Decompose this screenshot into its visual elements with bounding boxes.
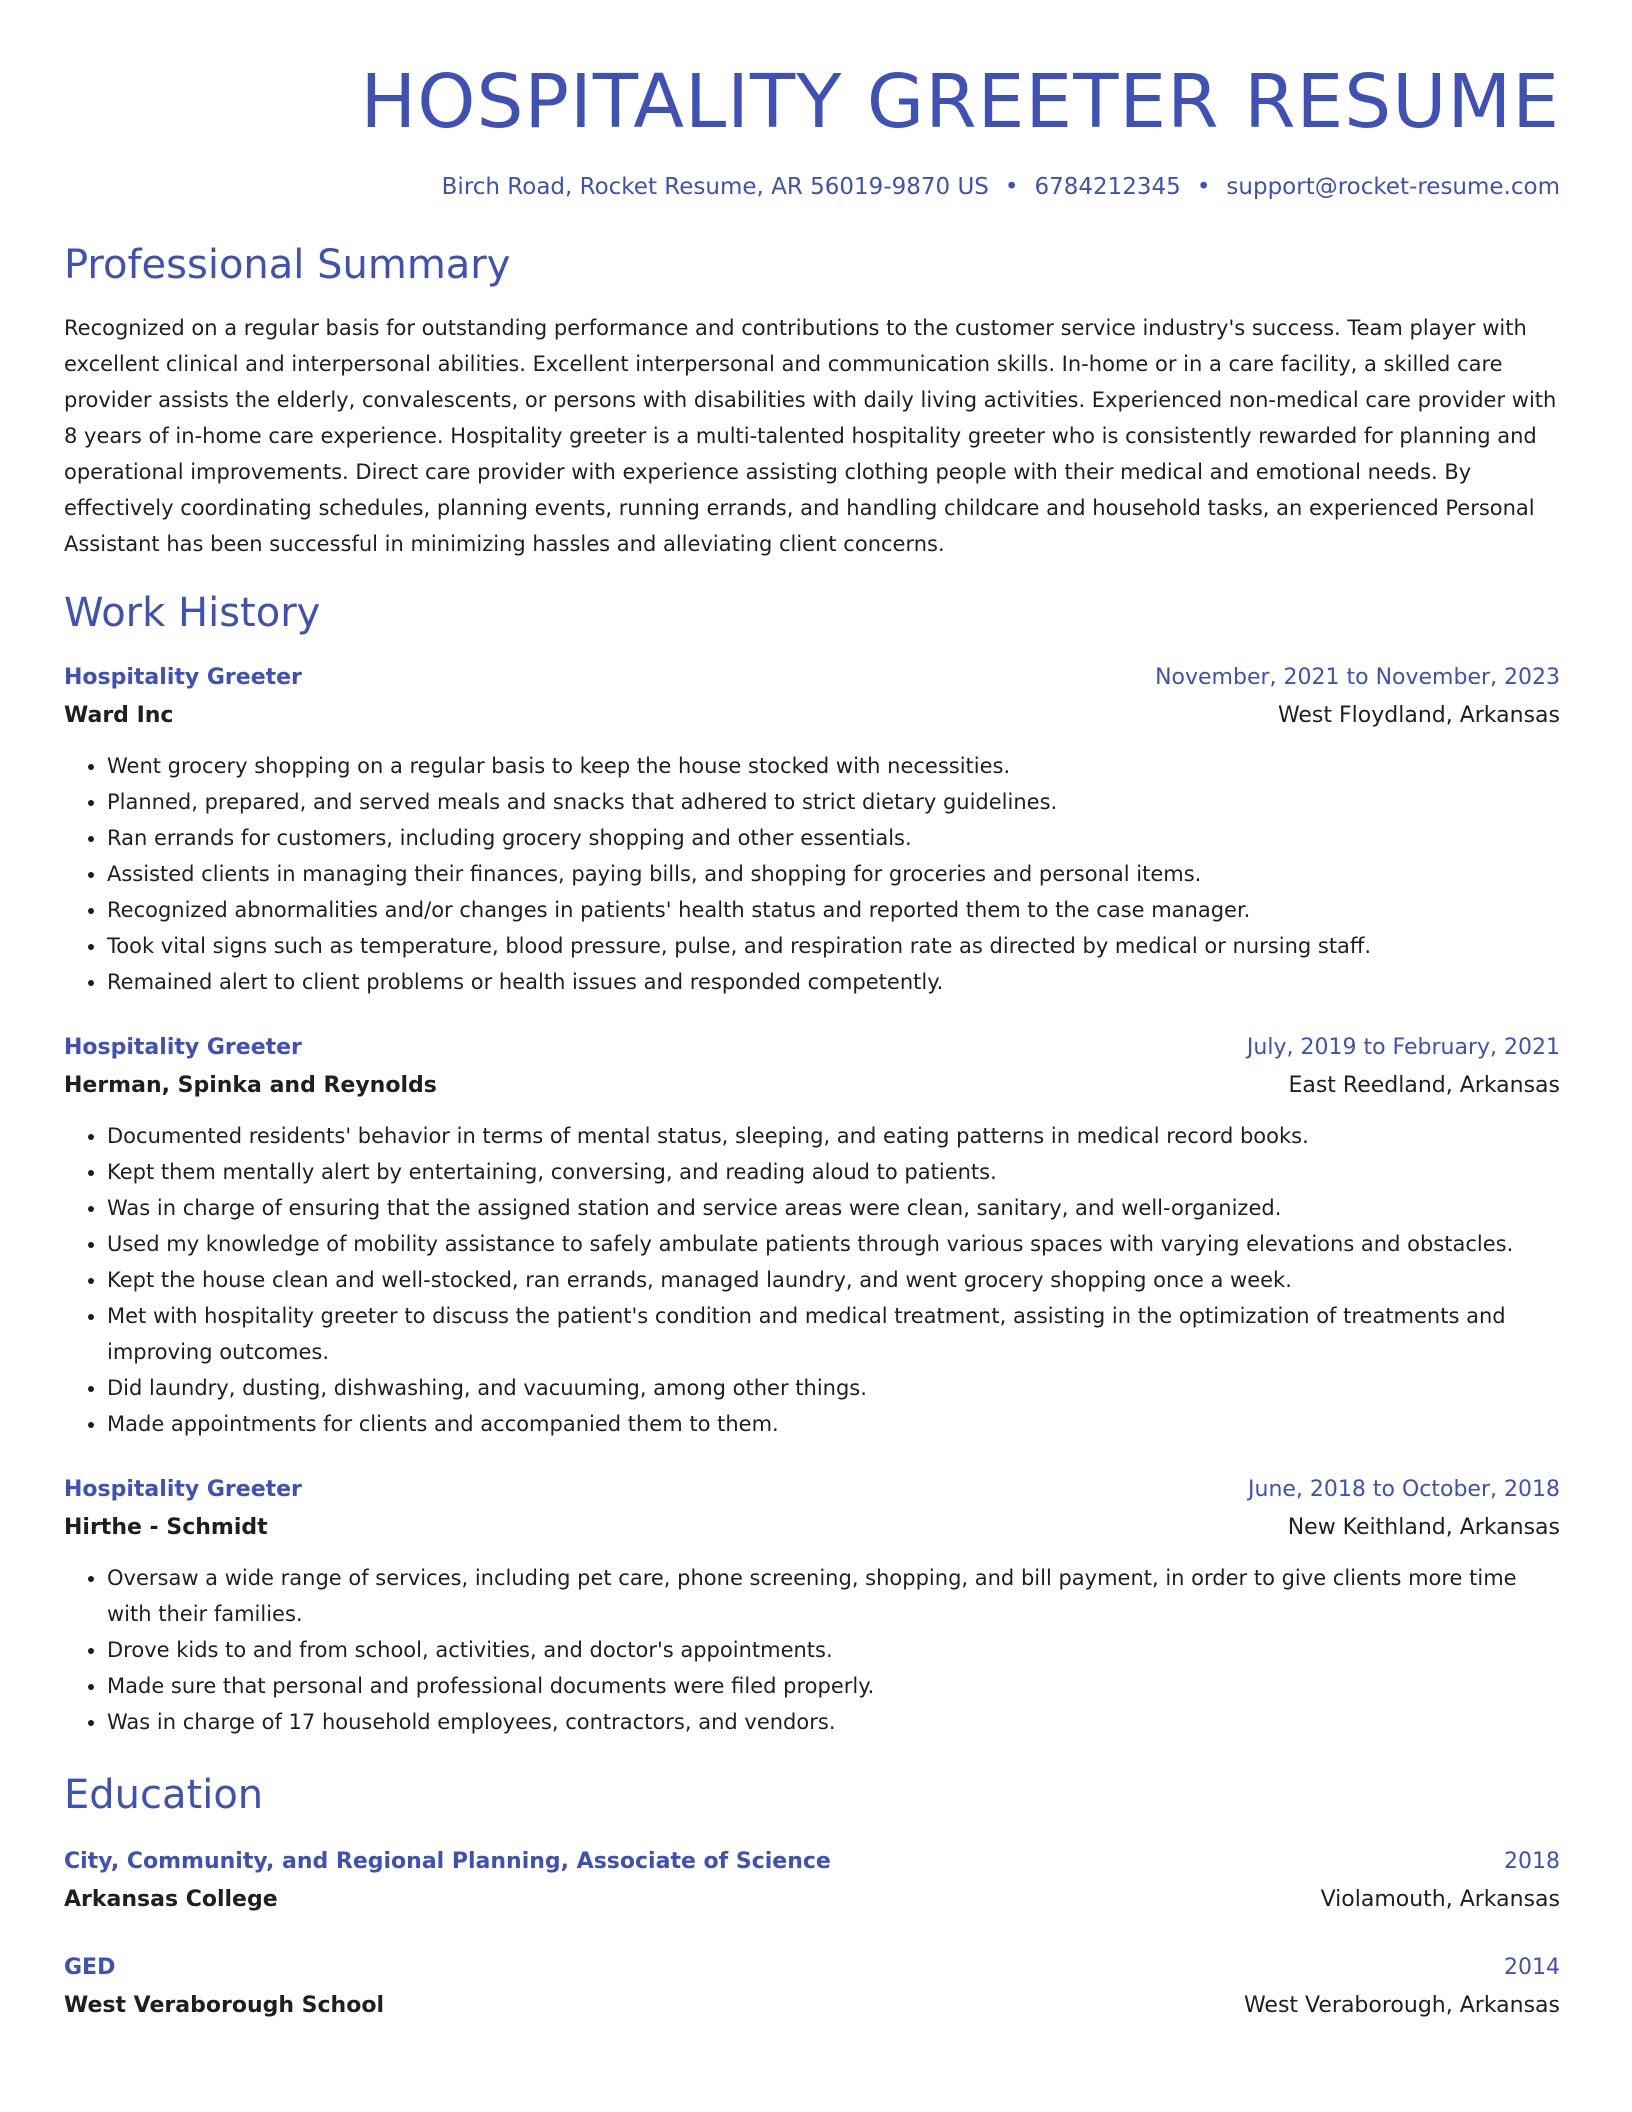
job-bullet: • Met with hospitality greeter to discuss the patient's condition and medical treatment, assisting in the optimization of treatments and improving outcomes. [107,1298,1560,1370]
work-history-section [64,588,1560,1740]
education-entry [64,1844,1560,1920]
contact-line [64,172,1560,202]
job-entry [64,1030,1560,1442]
education-location: Violamouth, Arkansas [1320,1887,1560,1912]
job-bullets [64,748,1560,1000]
job-bullet: • Kept them mentally alert by entertaining, conversing, and reading aloud to patients. [107,1154,1560,1190]
job-company: Ward Inc [64,703,174,728]
job-title-row [64,1472,1560,1508]
job-bullet: • Ran errands for customers, including grocery shopping and other essentials. [107,820,1560,856]
job-bullet: • Kept the house clean and well-stocked, ran errands, managed laundry, and went grocery shopping once a week. [107,1262,1560,1298]
job-bullets [64,1118,1560,1442]
section-heading-work: Work History [64,590,321,636]
contact-address: Birch Road, Rocket Resume, AR 56019-9870 US [441,174,989,200]
job-bullet: • Drove kids to and from school, activities, and doctor's appointments. [107,1632,1560,1668]
job-entry [64,1472,1560,1740]
job-bullet: • Was in charge of ensuring that the assigned station and service areas were clean, sanitary, and well-organized. [107,1190,1560,1226]
job-company: Hirthe - Schmidt [64,1515,268,1540]
job-bullets [64,1560,1560,1740]
contact-separator: • [1004,174,1019,200]
job-entry [64,660,1560,1000]
job-bullet: • Assisted clients in managing their finances, paying bills, and shopping for groceries and personal items. [107,856,1560,892]
job-bullet: • Recognized abnormalities and/or changes in patients' health status and reported them to the case manager. [107,892,1560,928]
job-location: West Floydland, Arkansas [1277,703,1560,728]
job-bullet: • Planned, prepared, and served meals and snacks that adhered to strict dietary guidelines. [107,784,1560,820]
contact-email: support@rocket-resume.com [1226,174,1560,200]
education-entry [64,1950,1560,2026]
job-dates: November, 2021 to November, 2023 [1155,665,1560,690]
education-school-row [64,1986,1560,2026]
job-bullet: • Made appointments for clients and accompanied them to them. [107,1406,1560,1442]
job-bullet: • Documented residents' behavior in terms of mental status, sleeping, and eating patterns in medical record books. [107,1118,1560,1154]
education-year: 2018 [1504,1849,1560,1874]
section-heading-education: Education [64,1772,264,1818]
job-title: Hospitality Greeter [64,1477,302,1502]
education-school-row [64,1880,1560,1920]
job-bullet: • Went grocery shopping on a regular basis to keep the house stocked with necessities. [107,748,1560,784]
job-bullet: • Oversaw a wide range of services, including pet care, phone screening, shopping, and bill payment, in order to give clients more time with their families. [107,1560,1560,1632]
education-degree-row [64,1844,1560,1880]
education-section [64,1770,1560,2026]
job-title-row [64,1030,1560,1066]
job-company-row [64,1508,1560,1548]
resume-page [64,0,1560,2026]
summary-text: Recognized on a regular basis for outstanding performance and contributions to the customer service industry's success. Team player with excellent clinical and interpersonal abilities. Excellent interpersonal and communication skills. In-home or in a care facility, a skilled care provider assists the elderly, convalescents, or persons with disabilities with daily living activities. Experienced non-medical care provider with 8 years of in-home care experience. Hospitality greeter is a multi-talented hospitality greeter who is consistently rewarded for planning and operational improvements. Direct care provider with experience assisting clothing people with their medical and emotional needs. By effectively coordinating schedules, planning events, running errands, and handling childcare and household tasks, an experienced Personal Assistant has been successful in minimizing hassles and alleviating client concerns. [64,316,1557,556]
job-company-row [64,1066,1560,1106]
job-bullet: • Did laundry, dusting, dishwashing, and vacuuming, among other things. [107,1370,1560,1406]
education-degree: City, Community, and Regional Planning, Associate of Science [64,1849,831,1874]
education-school: Arkansas College [64,1887,278,1912]
job-location: New Keithland, Arkansas [1287,1515,1560,1540]
job-company-row [64,696,1560,736]
professional-summary-section [64,240,1560,562]
job-bullet: • Made sure that personal and professional documents were filed properly. [107,1668,1560,1704]
job-bullet: • Took vital signs such as temperature, blood pressure, pulse, and respiration rate as directed by medical or nursing staff. [107,928,1560,964]
section-heading-summary: Professional Summary [64,242,511,288]
contact-phone: 6784212345 [1034,174,1181,200]
job-title: Hospitality Greeter [64,1035,302,1060]
education-location: West Veraborough, Arkansas [1243,1993,1560,2018]
education-year: 2014 [1504,1955,1560,1980]
job-location: East Reedland, Arkansas [1288,1073,1560,1098]
job-title: Hospitality Greeter [64,665,302,690]
contact-separator: • [1196,174,1211,200]
education-school: West Veraborough School [64,1993,384,2018]
job-bullet: • Remained alert to client problems or health issues and responded competently. [107,964,1560,1000]
education-degree-row [64,1950,1560,1986]
job-dates: July, 2019 to February, 2021 [1246,1035,1560,1060]
resume-header [64,52,1560,202]
job-bullet: • Used my knowledge of mobility assistance to safely ambulate patients through various spaces with varying elevations and obstacles. [107,1226,1560,1262]
resume-title: HOSPITALITY GREETER RESUME [360,59,1560,145]
job-bullet: • Was in charge of 17 household employees, contractors, and vendors. [107,1704,1560,1740]
job-company: Herman, Spinka and Reynolds [64,1073,437,1098]
job-title-row [64,660,1560,696]
education-degree: GED [64,1955,116,1980]
job-dates: June, 2018 to October, 2018 [1248,1477,1560,1502]
